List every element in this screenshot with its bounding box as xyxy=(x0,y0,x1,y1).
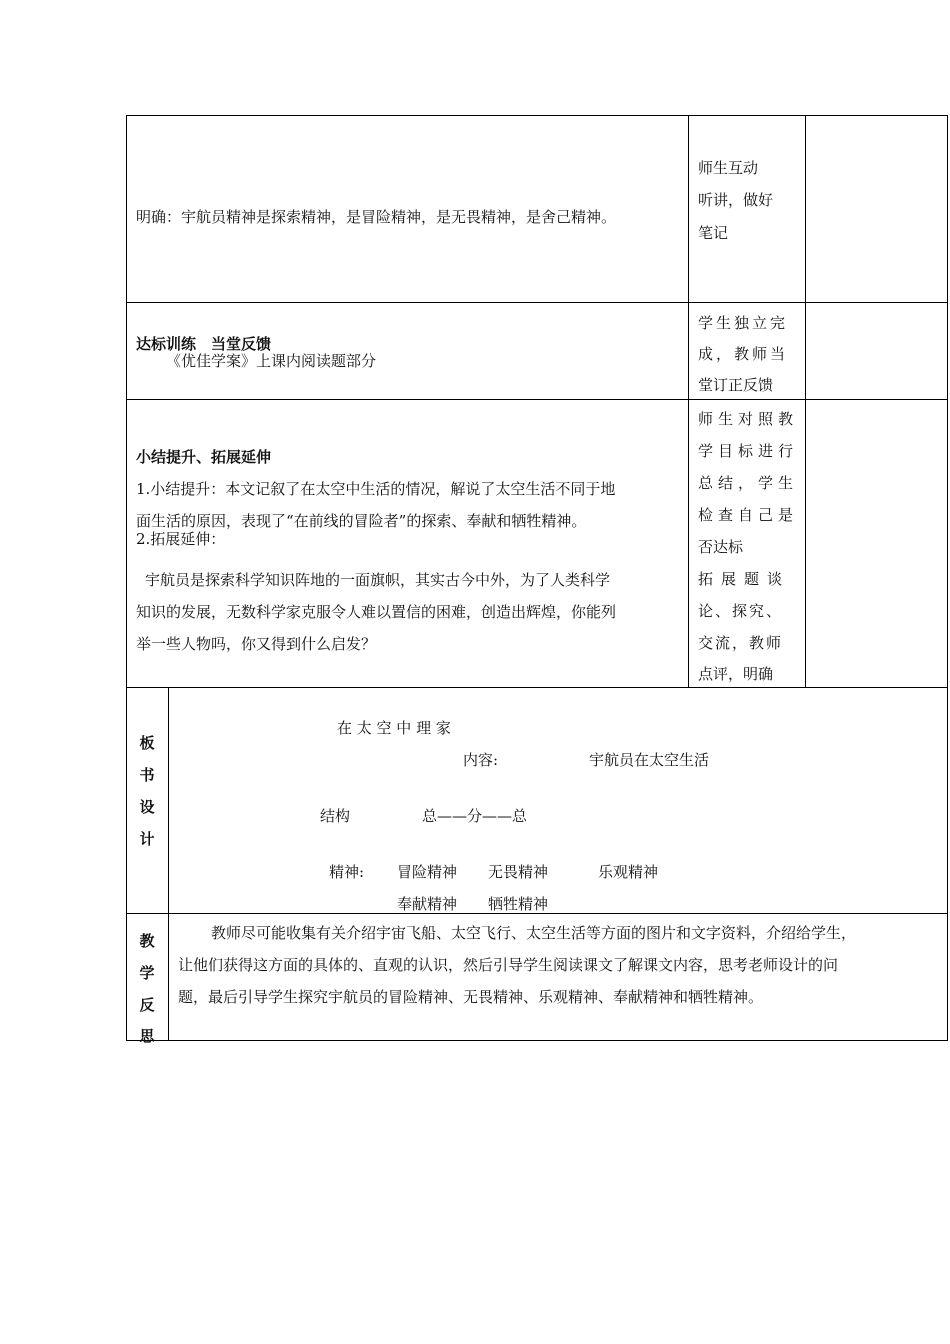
board-spirit-item: 牺牲精神 xyxy=(488,895,549,913)
board-spirit-item: 奉献精神 xyxy=(397,895,458,913)
board-label-char: 板 xyxy=(139,734,155,752)
row-divider xyxy=(126,399,948,400)
row2-text: 《优佳学案》上课内阅读题部分 xyxy=(166,352,377,370)
row1-main-text: 明确：宇航员精神是探索精神，是冒险精神，是无畏精神，是舍己精神。 xyxy=(136,208,617,226)
row2-side-line: 成，教师当 xyxy=(698,345,789,363)
row2-side-line: 堂订正反馈 xyxy=(698,376,774,394)
reflection-line: 教师尽可能收集有关介绍宇宙飞船、太空飞行、太空生活等方面的图片和文字资料，介绍给学生， xyxy=(211,924,857,942)
board-content-value: 宇航员在太空生活 xyxy=(589,751,710,769)
table-border-left xyxy=(126,115,127,1041)
label-column-divider xyxy=(168,687,169,1041)
reflection-line: 题，最后引导学生探究宇航员的冒险精神、无畏精神、乐观精神、奉献精神和牺牲精神。 xyxy=(178,988,764,1006)
row3-side-line: 检查自己是 xyxy=(698,506,799,524)
row2-side-line: 学生独立完 xyxy=(698,314,789,332)
row3-line: 举一些人物吗，你又得到什么启发？ xyxy=(136,635,377,653)
table-border-bottom xyxy=(126,1040,948,1041)
reflection-label-char: 学 xyxy=(139,964,155,982)
board-structure-value: 总——分——总 xyxy=(422,807,528,825)
row3-side-line: 拓展题谈 xyxy=(698,570,791,588)
row1-side-line xyxy=(698,192,794,208)
table-border-top xyxy=(126,115,948,116)
board-label-char: 书 xyxy=(139,766,155,784)
row3-side-line: 论、探究、 xyxy=(698,602,784,620)
table-border-right xyxy=(947,115,948,1041)
reflection-label-char: 教 xyxy=(139,932,155,950)
row3-line: 1.小结提升：本文记叙了在太空中生活的情况，解说了太空生活不同于地 xyxy=(136,480,616,498)
row3-heading: 小结提升、拓展延伸 xyxy=(136,448,272,466)
row3-side-line: 交流，教师 xyxy=(698,634,784,652)
row3-side-line: 总结，学生 xyxy=(698,474,799,492)
board-spirit-item: 无畏精神 xyxy=(488,863,549,881)
row3-side-line: 师生对照教 xyxy=(698,410,799,428)
row3-line: 知识的发展，无数科学家克服令人难以置信的困难，创造出辉煌，你能列 xyxy=(136,603,617,621)
column-divider xyxy=(805,115,806,688)
row3-side-line: 否达标 xyxy=(698,538,744,556)
row1-side-text: 听讲，做好 xyxy=(698,191,774,209)
row3-line: 宇航员是探索科学知识阵地的一面旗帜，其实古今中外，为了人类科学 xyxy=(145,571,611,589)
row1-side-line: 师生互动 xyxy=(698,159,759,177)
row3-line: 面生活的原因，表现了“在前线的冒险者”的探索、奉献和牺牲精神。 xyxy=(136,512,587,530)
board-spirit-label: 精神: xyxy=(329,863,365,881)
column-divider xyxy=(688,115,689,688)
board-spirit-item: 乐观精神 xyxy=(598,863,659,881)
row3-side-line: 学目标进行 xyxy=(698,442,799,460)
board-structure-label: 结构 xyxy=(320,807,351,825)
reflection-line: 让他们获得这方面的具体的、直观的认识，然后引导学生阅读课文了解课文内容，思考老师设计的问 xyxy=(178,956,839,974)
row1-side-line: 笔记 xyxy=(698,224,729,242)
reflection-label-char: 反 xyxy=(139,996,155,1014)
board-label-char: 计 xyxy=(139,830,155,848)
board-content-label: 内容: xyxy=(463,751,499,769)
board-title: 在 太 空 中 理 家 xyxy=(337,719,451,737)
board-spirit-item: 冒险精神 xyxy=(397,863,458,881)
row2-heading: 达标训练 当堂反馈 xyxy=(136,335,272,353)
row3-side-line: 点评，明确 xyxy=(698,665,774,683)
reflection-label-char: 思 xyxy=(139,1027,155,1045)
row-divider xyxy=(126,913,948,914)
row3-line: 2.拓展延伸： xyxy=(136,530,226,548)
row-divider xyxy=(126,302,948,303)
row-divider xyxy=(126,687,948,688)
board-label-char: 设 xyxy=(139,798,155,816)
